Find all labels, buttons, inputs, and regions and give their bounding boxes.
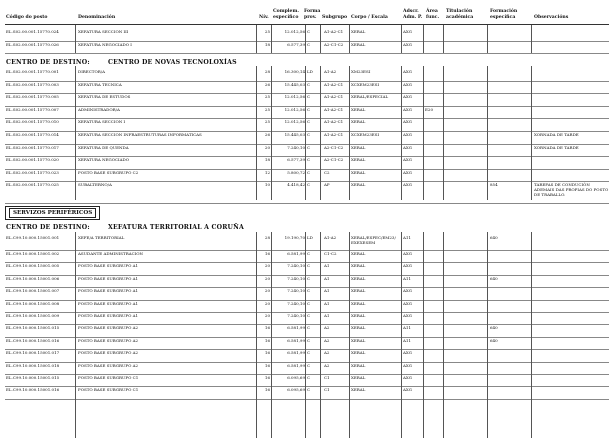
cell-adscripcion: A11 xyxy=(403,337,411,343)
header-denominacion: Denominación xyxy=(78,15,116,20)
table-row xyxy=(0,374,615,386)
table-row xyxy=(0,131,615,144)
cell-forma-provision: C xyxy=(307,81,311,87)
cell-corpo: XERAL xyxy=(351,106,366,112)
column-rule xyxy=(320,25,321,53)
cell-code: EL.S02.00.001.15770.010 xyxy=(6,119,59,125)
cell-denominacion: POSTO BASE SUBGRUPO A1 xyxy=(78,314,139,318)
cell-nivel: 25 xyxy=(264,94,270,100)
cell-nivel: 26 xyxy=(264,81,270,87)
cell-denominacion: ASUDANTE ADMINISTRACIÓN xyxy=(78,252,144,256)
cell-corpo: XERAL xyxy=(351,387,366,393)
column-rule xyxy=(443,66,444,200)
cell-corpo: XERAL xyxy=(351,325,366,331)
cell-subgrupo: A1-A2-C1 xyxy=(324,119,344,125)
cell-forma-provision: C xyxy=(307,169,311,175)
cell-complemento: 6.095,69 xyxy=(287,375,305,380)
cell-denominacion: POSTO BASE SUBGRUPO A1 xyxy=(78,264,139,269)
cell-subgrupo: C1-C2 xyxy=(324,251,337,256)
cell-subgrupo: C1 xyxy=(324,375,330,380)
cell-complemento: 6.577,39 xyxy=(287,157,305,163)
cell-subgrupo: A1-A2-C1 xyxy=(324,106,344,112)
cell-observacions: TAREFAS DE CONDUCIÓN ADEMAIS DAS PROPIAS DO POSTO DE TRABALLO. xyxy=(534,182,609,197)
cell-corpo: XERAL xyxy=(351,288,366,294)
cell-code: EL.S02.00.001.15770.003 xyxy=(6,81,59,87)
column-rule xyxy=(75,25,76,53)
cell-code: EL.C99.10.000.15001.006 xyxy=(6,275,60,281)
column-rule xyxy=(305,25,306,53)
cell-adscripcion: A11 xyxy=(403,275,411,281)
cell-forma-provision: C xyxy=(307,251,311,256)
table-row xyxy=(0,324,615,336)
cell-nivel: 26 xyxy=(264,132,270,137)
cell-corpo: XERAL xyxy=(351,300,366,306)
cell-forma-provision: C xyxy=(307,119,311,125)
column-rule xyxy=(349,232,350,438)
cell-corpo: XERAL/ESPEC/EM23/ EXEXESEM xyxy=(351,235,396,245)
cell-denominacion: XEFATURA SECCIÓN III xyxy=(78,30,129,34)
cell-denominacion: POSTO BASE SUBGRUPO C1 xyxy=(78,388,139,393)
cell-subgrupo: A1 xyxy=(324,300,330,306)
cell-nivel: 25 xyxy=(264,29,270,34)
cell-denominacion: DIRECTOR/A xyxy=(78,70,105,74)
cell-formacion: 640 xyxy=(490,235,498,240)
cell-formacion: 640 xyxy=(490,337,498,343)
cell-denominacion: XEFATURA DE ESTUDOS xyxy=(78,95,131,100)
cell-complemento: 12.012,56 xyxy=(284,106,305,112)
services-box xyxy=(5,206,100,220)
header-subgrupo: Subgrupo xyxy=(322,15,348,20)
header-forma-1: Forma xyxy=(304,9,321,14)
cell-complemento: 7.240,10 xyxy=(287,288,305,294)
cell-corpo: XERAL xyxy=(351,119,366,125)
cell-adscripcion: AXG xyxy=(403,157,412,163)
cell-corpo: XCXEM23ESI xyxy=(351,132,380,137)
cell-code: EL.S02.00.001.15770.023 xyxy=(6,169,59,175)
cell-adscripcion: AXG xyxy=(403,182,412,188)
table-row xyxy=(0,81,615,94)
cell-subgrupo: A2-C1-C2 xyxy=(324,41,344,47)
cell-forma-provision: C xyxy=(307,157,311,163)
cell-nivel: 16 xyxy=(264,325,270,331)
cell-complemento: 7.240,10 xyxy=(287,263,305,269)
cell-forma-provision: C xyxy=(307,94,311,100)
cell-adscripcion: AXG xyxy=(403,169,412,175)
cell-denominacion: XEFE/A TERRITORIAL xyxy=(78,236,125,240)
header-rule xyxy=(5,24,609,25)
cell-subgrupo: A1 xyxy=(324,288,330,294)
header-codigo: Código do posto xyxy=(6,15,48,20)
cell-adscripcion: AXG xyxy=(403,300,412,306)
cell-nivel: 16 xyxy=(264,362,270,368)
column-rule xyxy=(401,25,402,53)
cell-forma-provision: C xyxy=(307,337,311,343)
cell-subgrupo: C2 xyxy=(324,169,330,175)
cell-code: EL.S02.00.001.15770.014 xyxy=(6,132,59,137)
cell-adscripcion: AXG xyxy=(403,350,412,356)
cell-subgrupo: A1 xyxy=(324,313,330,318)
header-formacion-1: Formación xyxy=(490,9,518,14)
cell-nivel: 16 xyxy=(264,251,270,256)
cell-adscripcion: AXG xyxy=(403,94,412,100)
cell-code: EL.S02.00.001.15770.017 xyxy=(6,144,59,150)
cell-complemento: 7.240,10 xyxy=(287,313,305,318)
column-rule xyxy=(443,25,444,53)
cell-adscripcion: A11 xyxy=(403,325,411,331)
cell-code: EL.C99.10.000.15001.015 xyxy=(6,325,60,331)
cell-corpo: XERAL xyxy=(351,157,366,163)
cell-adscripcion: AXG xyxy=(403,41,412,47)
cell-corpo: XERAL xyxy=(351,251,366,256)
cell-code: EL.C99.10.000.15001.007 xyxy=(6,288,60,294)
cell-subgrupo: A1 xyxy=(324,275,330,281)
column-rule xyxy=(256,232,257,438)
cell-subgrupo: C1 xyxy=(324,387,330,393)
cell-nivel: 25 xyxy=(264,106,270,112)
cell-subgrupo: A1-A2-C1 xyxy=(324,29,344,34)
table-row xyxy=(0,118,615,131)
cell-subgrupo: A1-A2 xyxy=(324,235,337,240)
cell-denominacion: POSTO BASE SUBGRUPO A2 xyxy=(78,363,139,368)
cell-denominacion: POSTO BASE SUBGRUPO A2 xyxy=(78,351,139,356)
cell-forma-provision: C xyxy=(307,325,311,331)
column-rule xyxy=(487,25,488,53)
cell-nivel: 20 xyxy=(264,144,270,150)
table-row xyxy=(0,28,615,41)
column-rule xyxy=(423,25,424,53)
cell-subgrupo: A2-C1-C2 xyxy=(324,157,344,163)
cell-forma-provision: C xyxy=(307,132,311,137)
cell-adscripcion: AXG xyxy=(403,313,412,318)
column-rule xyxy=(401,66,402,200)
column-rule xyxy=(256,25,257,53)
cell-subgrupo: A1-A2 xyxy=(324,69,337,74)
table-row xyxy=(0,250,615,262)
cell-complemento: 6.581,99 xyxy=(287,337,305,343)
cell-corpo: XERAL xyxy=(351,350,366,356)
cell-adscripcion: AXG xyxy=(403,29,412,34)
cell-forma-provision: C xyxy=(307,313,311,318)
cell-subgrupo: A1 xyxy=(324,263,330,269)
cell-forma-provision: LD xyxy=(307,69,313,74)
column-rule xyxy=(320,232,321,438)
column-rule xyxy=(443,232,444,438)
table-row xyxy=(0,349,615,361)
cell-code: EL.C99.10.000.15001.005 xyxy=(6,263,60,269)
cell-corpo: XERAL/ESPECIAL xyxy=(351,94,389,100)
cell-adscripcion: AXG xyxy=(403,387,412,393)
cell-complemento: 6.577,39 xyxy=(287,41,305,47)
cell-corpo: XERAL xyxy=(351,144,366,150)
table-row xyxy=(0,234,615,250)
cell-nivel: 12 xyxy=(264,169,270,175)
cell-code: EL.S02.00.001.15770.020 xyxy=(6,157,59,163)
cell-adscripcion: AXG xyxy=(403,132,412,137)
cell-forma-provision: C xyxy=(307,275,311,281)
cell-subgrupo: A2 xyxy=(324,350,330,356)
row-rule xyxy=(5,53,609,54)
column-rule xyxy=(305,232,306,438)
cell-subgrupo: A2 xyxy=(324,325,330,331)
cell-complemento: 6.581,99 xyxy=(287,362,305,368)
cell-forma-provision: C xyxy=(307,387,311,393)
cell-code: EL.S02.00.001.15770.024 xyxy=(6,29,59,34)
section-2-name: XEFATURA TERRITORIAL A CORUÑA xyxy=(108,224,245,231)
cell-code: EL.C99.10.000.15001.017 xyxy=(6,350,60,356)
cell-corpo: XERAL xyxy=(351,362,366,368)
cell-denominacion: SUBALTERNO/A xyxy=(78,183,112,188)
cell-code: EL.C99.10.000.15001.001 xyxy=(6,235,60,240)
header-observacions: Observacións xyxy=(534,15,569,20)
cell-complemento: 16.300,14 xyxy=(284,69,305,74)
cell-denominacion: XEFATURA DE QUENDA xyxy=(78,145,129,150)
cell-subgrupo: A2-C1-C2 xyxy=(324,144,344,150)
cell-complemento: 7.240,10 xyxy=(287,275,305,281)
table-row xyxy=(0,106,615,119)
cell-corpo: XERAL xyxy=(351,263,366,269)
column-rule xyxy=(487,66,488,200)
cell-complemento: 7.240,10 xyxy=(287,300,305,306)
cell-denominacion: XEFATURA SECCIÓN INFRAESTRUTURAS INFORMÁTICAS xyxy=(78,133,202,137)
cell-complemento: 15.445,03 xyxy=(284,132,305,137)
cell-adscripcion: AXG xyxy=(403,119,412,125)
table-row xyxy=(0,156,615,169)
cell-corpo: XERAL xyxy=(351,182,366,188)
cell-adscripcion: AXG xyxy=(403,263,412,269)
cell-area: E20 xyxy=(425,106,434,112)
cell-observacions: XORNADA DE TARDE xyxy=(534,144,579,150)
column-rule xyxy=(349,66,350,200)
cell-corpo: XM23ESI xyxy=(351,69,371,74)
table-row xyxy=(0,337,615,349)
header-formacion-2: específica xyxy=(490,15,516,20)
cell-subgrupo: AP xyxy=(324,182,330,188)
header-titulacion-1: Titulación xyxy=(446,9,473,14)
column-rule xyxy=(305,66,306,200)
cell-corpo: XERAL xyxy=(351,275,366,281)
row-rule xyxy=(5,399,609,400)
cell-forma-provision: C xyxy=(307,263,311,269)
table-row xyxy=(0,41,615,54)
cell-formacion: 854 xyxy=(490,182,498,188)
table-row xyxy=(0,287,615,299)
header-titulacion-2: académica xyxy=(446,15,474,20)
column-rule xyxy=(256,66,257,200)
cell-code: EL.S02.00.001.15770.026 xyxy=(6,41,59,47)
cell-complemento: 7.240,10 xyxy=(287,144,305,150)
cell-complemento: 6.095,69 xyxy=(287,387,305,393)
cell-code: EL.S02.00.001.15770.007 xyxy=(6,106,59,112)
cell-complemento: 5.800,72 xyxy=(287,169,305,175)
cell-code: EL.C99.10.000.15001.016 xyxy=(6,337,60,343)
cell-code: EL.C99.10.000.15001.002 xyxy=(6,251,60,256)
header-adscr-1: Adscr. xyxy=(403,9,419,14)
cell-forma-provision: C xyxy=(307,288,311,294)
cell-adscripcion: AXG xyxy=(403,69,412,74)
cell-complemento: 12.012,56 xyxy=(284,94,305,100)
header-nivel: Nív. xyxy=(259,15,269,20)
cell-adscripcion: A11 xyxy=(403,235,411,240)
cell-denominacion: POSTO BASE SUBGRUPO A1 xyxy=(78,289,139,294)
cell-nivel: 20 xyxy=(264,313,270,318)
cell-corpo: XERAL xyxy=(351,169,366,175)
cell-nivel: 20 xyxy=(264,275,270,281)
cell-code: EL.C99.10.000.15001.008 xyxy=(6,300,60,306)
cell-denominacion: POSTO BASE SUBGRUPO C2 xyxy=(78,170,139,175)
cell-complemento: 4.418,42 xyxy=(287,182,305,188)
cell-code: EL.C99.10.000.15001.018 xyxy=(6,362,60,368)
cell-nivel: 20 xyxy=(264,288,270,294)
services-box-label: SERVIZOS PERIFÉRICOS xyxy=(9,208,96,218)
cell-nivel: 16 xyxy=(264,375,270,380)
table-row xyxy=(0,181,615,203)
column-rule xyxy=(487,232,488,438)
table-header xyxy=(0,0,615,26)
cell-code: EL.S02.00.001.15770.001 xyxy=(6,69,59,74)
cell-nivel: 18 xyxy=(264,41,270,47)
column-rule xyxy=(423,66,424,200)
cell-complemento: 15.445,03 xyxy=(284,81,305,87)
cell-adscripcion: AXG xyxy=(403,251,412,256)
cell-code: EL.S02.00.001.15770.005 xyxy=(6,94,59,100)
column-rule xyxy=(271,66,272,200)
cell-denominacion: ADMINISTRADOR/A xyxy=(78,107,120,112)
cell-code: EL.S02.00.001.15770.025 xyxy=(6,182,59,188)
cell-complemento: 12.012,56 xyxy=(284,29,305,34)
column-rule xyxy=(75,66,76,200)
table-row xyxy=(0,312,615,324)
cell-complemento: 6.581,99 xyxy=(287,350,305,356)
cell-corpo: XERAL xyxy=(351,337,366,343)
table-row xyxy=(0,262,615,274)
column-rule xyxy=(271,232,272,438)
header-adscr-2: Adm. P. xyxy=(403,15,423,20)
section-2-heading xyxy=(6,224,245,231)
cell-nivel: 20 xyxy=(264,263,270,269)
column-rule xyxy=(75,232,76,438)
header-corpo: Corpo / Escala xyxy=(351,15,388,20)
cell-subgrupo: A2 xyxy=(324,337,330,343)
cell-complemento: 6.581,99 xyxy=(287,251,305,256)
cell-subgrupo: A1-A2-C1 xyxy=(324,132,344,137)
cell-complemento: 6.581,99 xyxy=(287,325,305,331)
table-row xyxy=(0,275,615,287)
cell-observacions: XORNADA DE TARDE xyxy=(534,132,579,137)
section-1-name: CENTRO DE NOVAS TECNOLOXÍAS xyxy=(108,59,237,66)
cell-adscripcion: AXG xyxy=(403,144,412,150)
cell-code: EL.C99.10.000.15001.015 xyxy=(6,375,60,380)
header-forma-2: prov. xyxy=(304,15,317,20)
header-area-1: Área xyxy=(426,9,438,14)
table-row xyxy=(0,386,615,398)
column-rule xyxy=(271,25,272,53)
cell-complemento: 12.012,56 xyxy=(284,119,305,125)
cell-nivel: 16 xyxy=(264,350,270,356)
cell-nivel: 16 xyxy=(264,337,270,343)
cell-denominacion: POSTO BASE SUBGRUPO A2 xyxy=(78,326,139,331)
cell-code: EL.C99.10.000.15001.009 xyxy=(6,313,60,318)
row-rule xyxy=(5,203,609,204)
column-rule xyxy=(531,66,532,200)
cell-corpo: XERAL xyxy=(351,41,366,47)
cell-complemento: 19.190,70 xyxy=(284,235,305,240)
cell-forma-provision: C xyxy=(307,350,311,356)
cell-denominacion: XEFATURA NEGOCIADO I xyxy=(78,42,132,47)
cell-denominacion: POSTO BASE SUBGRUPO A1 xyxy=(78,301,139,306)
cell-adscripcion: AXG xyxy=(403,81,412,87)
cell-adscripcion: AXG xyxy=(403,106,412,112)
cell-denominacion: XEFATURA TÉCNICA xyxy=(78,82,122,87)
cell-forma-provision: C xyxy=(307,29,311,34)
header-complem-2: específico xyxy=(273,15,299,20)
cell-denominacion: POSTO BASE SUBGRUPO C1 xyxy=(78,376,139,380)
cell-adscripcion: AXG xyxy=(403,375,412,380)
cell-adscripcion: AXG xyxy=(403,288,412,294)
column-rule xyxy=(320,66,321,200)
column-rule xyxy=(531,232,532,438)
cell-nivel: 10 xyxy=(264,182,270,188)
cell-nivel: 18 xyxy=(264,157,270,163)
header-complem-1: Complem. xyxy=(273,9,299,14)
cell-denominacion: POSTO BASE SUBGRUPO A1 xyxy=(78,276,139,281)
cell-subgrupo: A1-A2-C1 xyxy=(324,81,344,87)
cell-subgrupo: A1-A2-C1 xyxy=(324,94,344,100)
cell-forma-provision: LD xyxy=(307,235,313,240)
section-1-heading xyxy=(6,59,237,66)
column-rule xyxy=(531,25,532,53)
cell-forma-provision: C xyxy=(307,41,311,47)
header-area-2: func. xyxy=(426,15,440,20)
table-row xyxy=(0,68,615,81)
cell-nivel: 28 xyxy=(264,69,270,74)
cell-forma-provision: C xyxy=(307,362,311,368)
cell-corpo: XCXEM23ESI xyxy=(351,81,380,87)
table-row xyxy=(0,169,615,182)
table-row xyxy=(0,300,615,312)
cell-subgrupo: A2 xyxy=(324,362,330,368)
table-row xyxy=(0,362,615,374)
section-1-label: CENTRO DE DESTINO: xyxy=(6,59,90,66)
cell-formacion: 640 xyxy=(490,275,498,281)
table-row xyxy=(0,93,615,106)
column-rule xyxy=(349,25,350,53)
table-row xyxy=(0,144,615,157)
cell-forma-provision: C xyxy=(307,106,311,112)
column-rule xyxy=(401,232,402,438)
cell-code: EL.C99.10.000.15001.016 xyxy=(6,387,60,393)
cell-denominacion: POSTO BASE SUBGRUPO A2 xyxy=(78,338,139,343)
cell-forma-provision: C xyxy=(307,144,311,150)
cell-nivel: 16 xyxy=(264,387,270,393)
section-2-label: CENTRO DE DESTINO: xyxy=(6,224,90,231)
cell-formacion: 640 xyxy=(490,325,498,331)
cell-forma-provision: C xyxy=(307,375,311,380)
cell-corpo: XERAL xyxy=(351,313,366,318)
cell-forma-provision: C xyxy=(307,182,311,188)
cell-forma-provision: C xyxy=(307,300,311,306)
cell-nivel: 28 xyxy=(264,235,270,240)
cell-denominacion: XEFATURA SECCIÓN I xyxy=(78,120,126,125)
cell-adscripcion: AXG xyxy=(403,362,412,368)
cell-corpo: XERAL xyxy=(351,29,366,34)
cell-corpo: XERAL xyxy=(351,375,366,380)
cell-nivel: 25 xyxy=(264,119,270,125)
cell-nivel: 20 xyxy=(264,300,270,306)
cell-denominacion: XEFATURA NEGOCIADO xyxy=(78,158,129,163)
column-rule xyxy=(423,232,424,438)
